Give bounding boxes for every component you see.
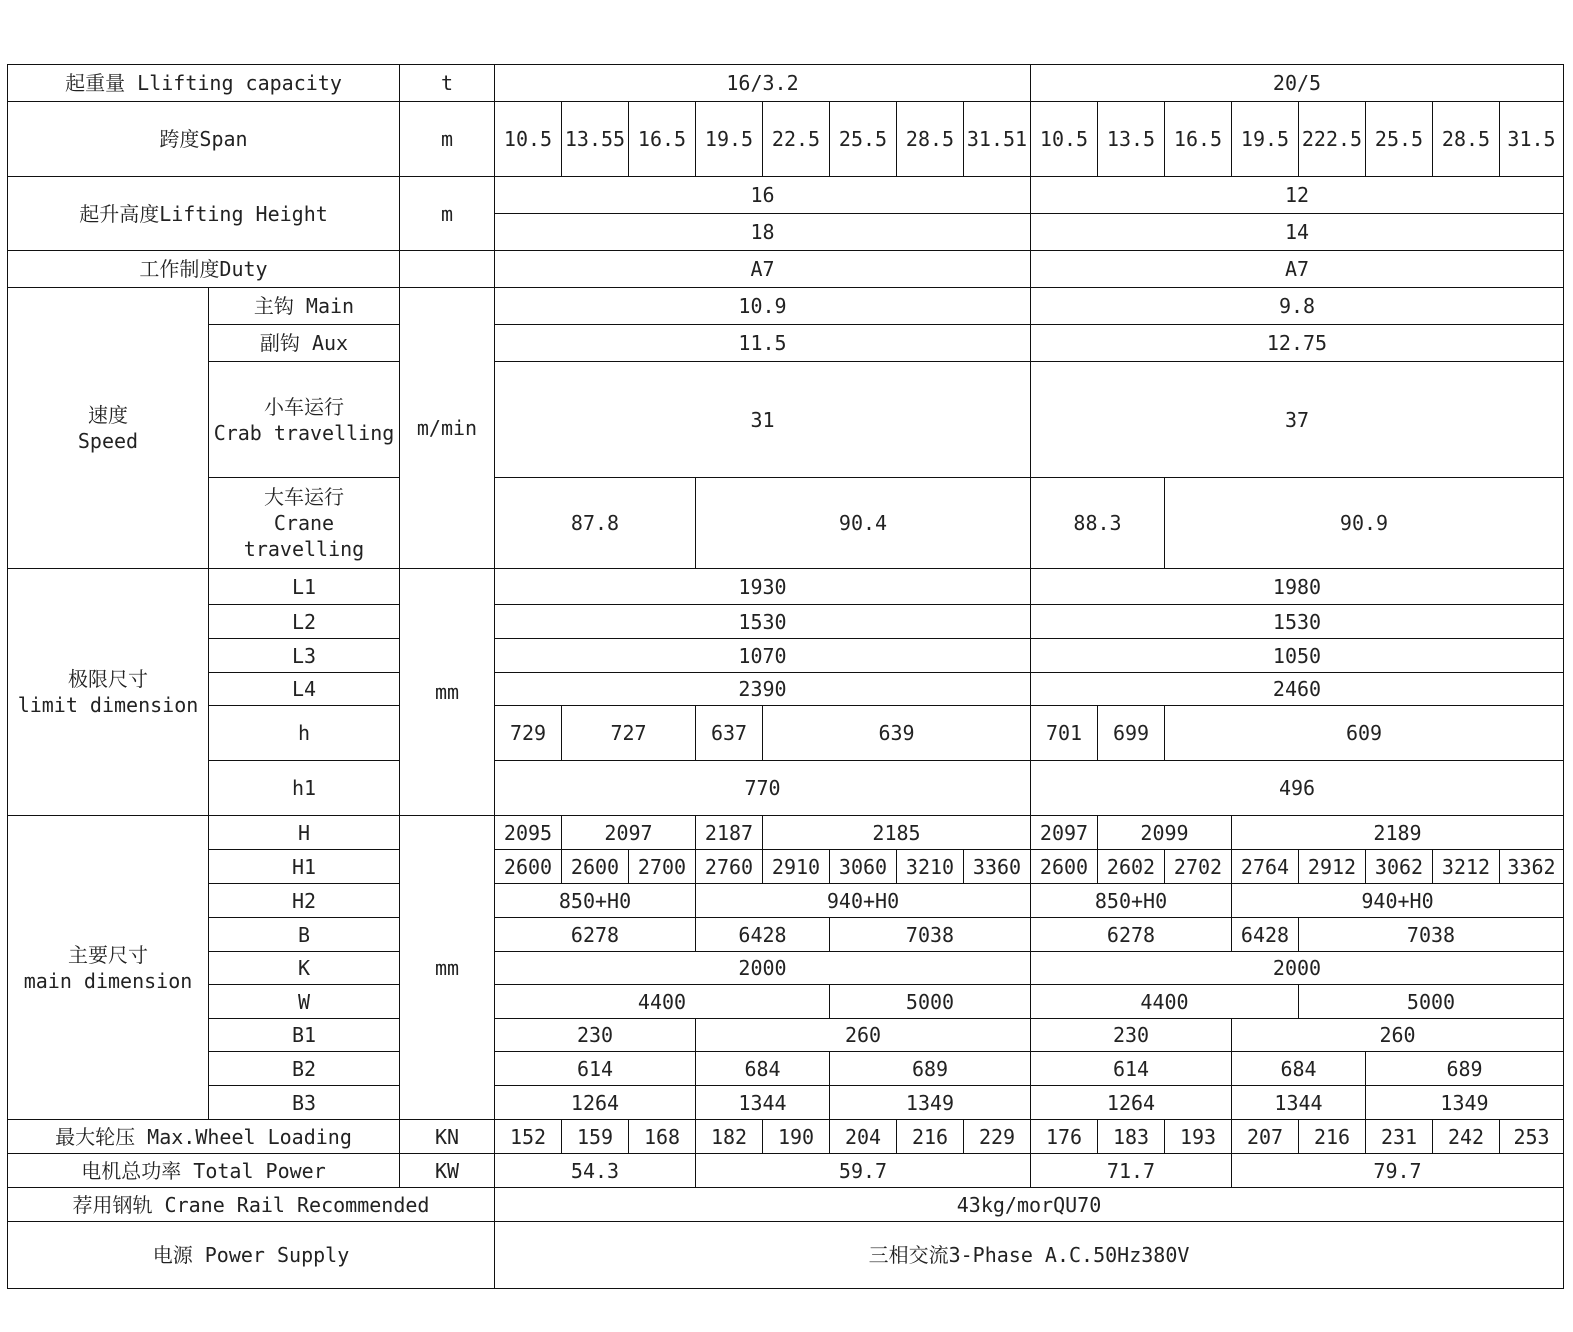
B3-cell: 1264 — [1031, 1086, 1232, 1120]
H1-cell: 3062 — [1366, 850, 1433, 884]
duty-16t: A7 — [495, 251, 1031, 288]
label-B: B — [209, 918, 400, 952]
unit-limit: mm — [400, 569, 495, 816]
B2-cell: 684 — [696, 1052, 830, 1086]
row-limit-L3 — [8, 639, 1564, 673]
span-cell: 19.5 — [696, 102, 763, 177]
L3-20t: 1050 — [1031, 639, 1564, 673]
h-cell: 699 — [1098, 706, 1165, 761]
wheel-cell: 168 — [629, 1120, 696, 1154]
span-cell: 28.5 — [897, 102, 964, 177]
wheel-cell: 193 — [1165, 1120, 1232, 1154]
H1-cell: 2600 — [1031, 850, 1098, 884]
wheel-cell: 159 — [562, 1120, 629, 1154]
wheel-cell: 229 — [964, 1120, 1031, 1154]
wheel-cell: 216 — [1299, 1120, 1366, 1154]
speed-crab-20t: 37 — [1031, 362, 1564, 478]
lifting-height-16t-1: 16 — [495, 177, 1031, 214]
h1-16t: 770 — [495, 761, 1031, 816]
B1-cell: 260 — [1232, 1019, 1564, 1052]
capacity-16t: 16/3.2 — [495, 65, 1031, 102]
B-cell: 6428 — [696, 918, 830, 952]
speed-crane-cell: 87.8 — [495, 478, 696, 569]
power-cell: 79.7 — [1232, 1154, 1564, 1188]
row-limit-h1 — [8, 761, 1564, 816]
group-limit-en: limit dimension — [17, 693, 199, 717]
H1-cell: 2602 — [1098, 850, 1165, 884]
power-cell: 54.3 — [495, 1154, 696, 1188]
h-cell: 639 — [763, 706, 1031, 761]
label-speed-crane-en-2: travelling — [243, 537, 365, 561]
H2-cell: 940+H0 — [1232, 884, 1564, 918]
wheel-cell: 216 — [897, 1120, 964, 1154]
unit-speed: m/min — [400, 288, 495, 569]
row-main-B2 — [8, 1052, 1564, 1086]
span-cell: 31.5 — [1500, 102, 1564, 177]
wheel-cell: 204 — [830, 1120, 897, 1154]
h1-20t: 496 — [1031, 761, 1564, 816]
label-L2: L2 — [209, 605, 400, 639]
label-crane-rail: 荐用钢轨 Crane Rail Recommended — [8, 1188, 495, 1222]
B1-cell: 230 — [495, 1019, 696, 1052]
L1-20t: 1980 — [1031, 569, 1564, 605]
L1-16t: 1930 — [495, 569, 1031, 605]
label-h: h — [209, 706, 400, 761]
h-cell: 609 — [1165, 706, 1564, 761]
B-cell: 7038 — [1299, 918, 1564, 952]
H1-cell: 2760 — [696, 850, 763, 884]
h-cell: 727 — [562, 706, 696, 761]
B-cell: 6278 — [495, 918, 696, 952]
H2-cell: 850+H0 — [1031, 884, 1232, 918]
H1-cell: 2910 — [763, 850, 830, 884]
unit-total-power: KW — [400, 1154, 495, 1188]
L4-16t: 2390 — [495, 673, 1031, 706]
row-main-H1 — [8, 850, 1564, 884]
H-cell: 2187 — [696, 816, 763, 850]
H1-cell: 2600 — [562, 850, 629, 884]
row-duty — [8, 251, 1564, 288]
B1-cell: 230 — [1031, 1019, 1232, 1052]
label-duty: 工作制度Duty — [8, 251, 400, 288]
H1-cell: 3060 — [830, 850, 897, 884]
wheel-cell: 253 — [1500, 1120, 1564, 1154]
wheel-cell: 190 — [763, 1120, 830, 1154]
W-cell: 5000 — [830, 985, 1031, 1019]
wheel-cell: 231 — [1366, 1120, 1433, 1154]
span-cell: 10.5 — [495, 102, 562, 177]
B-cell: 7038 — [830, 918, 1031, 952]
B2-cell: 689 — [1366, 1052, 1564, 1086]
group-limit-cn: 极限尺寸 — [68, 667, 148, 691]
label-L3: L3 — [209, 639, 400, 673]
power-cell: 59.7 — [696, 1154, 1031, 1188]
B1-cell: 260 — [696, 1019, 1031, 1052]
K-16t: 2000 — [495, 952, 1031, 985]
span-cell: 16.5 — [629, 102, 696, 177]
row-limit-L2 — [8, 605, 1564, 639]
B3-cell: 1264 — [495, 1086, 696, 1120]
h-cell: 637 — [696, 706, 763, 761]
unit-lifting-height: m — [400, 177, 495, 251]
label-h1: h1 — [209, 761, 400, 816]
lifting-height-20t-1: 12 — [1031, 177, 1564, 214]
B2-cell: 614 — [495, 1052, 696, 1086]
lifting-height-20t-2: 14 — [1031, 214, 1564, 251]
power-cell: 71.7 — [1031, 1154, 1232, 1188]
label-L1: L1 — [209, 569, 400, 605]
H1-cell: 3362 — [1500, 850, 1564, 884]
label-H: H — [209, 816, 400, 850]
row-lifting-capacity — [8, 65, 1564, 102]
row-wheel-loading — [8, 1120, 1564, 1154]
W-cell: 4400 — [1031, 985, 1299, 1019]
group-main-dimension — [8, 816, 209, 1120]
label-span: 跨度Span — [8, 102, 400, 177]
row-limit-L4 — [8, 673, 1564, 706]
row-main-B3 — [8, 1086, 1564, 1120]
row-speed-main — [8, 288, 1564, 325]
row-power-supply — [8, 1222, 1564, 1289]
speed-main-16t: 10.9 — [495, 288, 1031, 325]
unit-duty-empty — [400, 251, 495, 288]
row-limit-h — [8, 706, 1564, 761]
row-main-B — [8, 918, 1564, 952]
H-cell: 2189 — [1232, 816, 1564, 850]
W-cell: 4400 — [495, 985, 830, 1019]
unit-wheel-loading: KN — [400, 1120, 495, 1154]
label-H1: H1 — [209, 850, 400, 884]
h-cell: 701 — [1031, 706, 1098, 761]
label-speed-crab-en: Crab travelling — [213, 420, 395, 445]
B2-cell: 689 — [830, 1052, 1031, 1086]
capacity-20t: 20/5 — [1031, 65, 1564, 102]
span-cell: 28.5 — [1433, 102, 1500, 177]
span-cell: 25.5 — [830, 102, 897, 177]
H1-cell: 2700 — [629, 850, 696, 884]
speed-crane-cell: 88.3 — [1031, 478, 1165, 569]
row-limit-L1 — [8, 569, 1564, 605]
wheel-cell: 176 — [1031, 1120, 1098, 1154]
label-B2: B2 — [209, 1052, 400, 1086]
row-speed-aux — [8, 325, 1564, 362]
lifting-height-16t-2: 18 — [495, 214, 1031, 251]
wheel-cell: 182 — [696, 1120, 763, 1154]
unit-lifting-capacity: t — [400, 65, 495, 102]
W-cell: 5000 — [1299, 985, 1564, 1019]
speed-main-20t: 9.8 — [1031, 288, 1564, 325]
group-main-cn: 主要尺寸 — [68, 942, 148, 967]
B2-cell: 614 — [1031, 1052, 1232, 1086]
speed-aux-16t: 11.5 — [495, 325, 1031, 362]
row-span — [8, 102, 1564, 177]
span-cell: 19.5 — [1232, 102, 1299, 177]
B-cell: 6428 — [1232, 918, 1299, 952]
H-cell: 2185 — [763, 816, 1031, 850]
L4-20t: 2460 — [1031, 673, 1564, 706]
group-speed-en: Speed — [77, 429, 139, 453]
label-B1: B1 — [209, 1019, 400, 1052]
span-cell: 16.5 — [1165, 102, 1232, 177]
L2-16t: 1530 — [495, 605, 1031, 639]
H1-cell: 3212 — [1433, 850, 1500, 884]
speed-crab-16t: 31 — [495, 362, 1031, 478]
H2-cell: 940+H0 — [696, 884, 1031, 918]
label-speed-crab-cn: 小车运行 — [264, 394, 344, 419]
row-speed-crab — [8, 362, 1564, 478]
crane-spec-table — [7, 64, 1564, 1289]
label-L4: L4 — [209, 673, 400, 706]
row-speed-crane — [8, 478, 1564, 569]
span-cell: 13.5 — [1098, 102, 1165, 177]
label-lifting-capacity: 起重量 Llifting capacity — [8, 65, 400, 102]
wheel-cell: 183 — [1098, 1120, 1165, 1154]
label-speed-crane — [209, 478, 400, 569]
H-cell: 2097 — [1031, 816, 1098, 850]
row-main-K — [8, 952, 1564, 985]
B3-cell: 1349 — [1366, 1086, 1564, 1120]
span-cell: 10.5 — [1031, 102, 1098, 177]
H1-cell: 3360 — [964, 850, 1031, 884]
row-main-W — [8, 985, 1564, 1019]
B3-cell: 1344 — [1232, 1086, 1366, 1120]
unit-main: mm — [400, 816, 495, 1120]
label-total-power: 电机总功率 Total Power — [8, 1154, 400, 1188]
power-supply-value: 三相交流3-Phase A.C.50Hz380V — [495, 1222, 1564, 1289]
B3-cell: 1344 — [696, 1086, 830, 1120]
B3-cell: 1349 — [830, 1086, 1031, 1120]
span-cell: 13.55 — [562, 102, 629, 177]
speed-crane-cell: 90.4 — [696, 478, 1031, 569]
h-cell: 729 — [495, 706, 562, 761]
label-speed-main: 主钩 Main — [209, 288, 400, 325]
H1-cell: 2600 — [495, 850, 562, 884]
group-speed — [8, 288, 209, 569]
span-cell: 222.5 — [1299, 102, 1366, 177]
H1-cell: 3210 — [897, 850, 964, 884]
H-cell: 2097 — [562, 816, 696, 850]
label-wheel-loading: 最大轮压 Max.Wheel Loading — [8, 1120, 400, 1154]
label-B3: B3 — [209, 1086, 400, 1120]
label-power-supply: 电源 Power Supply — [8, 1222, 495, 1289]
span-cell: 22.5 — [763, 102, 830, 177]
span-cell: 25.5 — [1366, 102, 1433, 177]
wheel-cell: 207 — [1232, 1120, 1299, 1154]
label-speed-crane-en-1: Crane — [273, 511, 335, 535]
H-cell: 2099 — [1098, 816, 1232, 850]
B-cell: 6278 — [1031, 918, 1232, 952]
row-main-B1 — [8, 1019, 1564, 1052]
speed-crane-cell: 90.9 — [1165, 478, 1564, 569]
H1-cell: 2702 — [1165, 850, 1232, 884]
L3-16t: 1070 — [495, 639, 1031, 673]
wheel-cell: 152 — [495, 1120, 562, 1154]
wheel-cell: 242 — [1433, 1120, 1500, 1154]
row-crane-rail — [8, 1188, 1564, 1222]
label-lifting-height: 起升高度Lifting Height — [8, 177, 400, 251]
crane-rail-value: 43kg/morQU70 — [495, 1188, 1564, 1222]
K-20t: 2000 — [1031, 952, 1564, 985]
L2-20t: 1530 — [1031, 605, 1564, 639]
H1-cell: 2764 — [1232, 850, 1299, 884]
label-speed-crab — [209, 362, 400, 478]
H1-cell: 2912 — [1299, 850, 1366, 884]
group-main-en: main dimension — [23, 968, 193, 993]
speed-aux-20t: 12.75 — [1031, 325, 1564, 362]
row-main-H2 — [8, 884, 1564, 918]
span-cell: 31.51 — [964, 102, 1031, 177]
group-limit-dimension — [8, 569, 209, 816]
H2-cell: 850+H0 — [495, 884, 696, 918]
B2-cell: 684 — [1232, 1052, 1366, 1086]
label-speed-aux: 副钩 Aux — [209, 325, 400, 362]
label-K: K — [209, 952, 400, 985]
label-H2: H2 — [209, 884, 400, 918]
duty-20t: A7 — [1031, 251, 1564, 288]
row-total-power — [8, 1154, 1564, 1188]
H-cell: 2095 — [495, 816, 562, 850]
group-speed-cn: 速度 — [88, 403, 128, 427]
row-lifting-height-1 — [8, 177, 1564, 214]
unit-span: m — [400, 102, 495, 177]
row-main-H — [8, 816, 1564, 850]
label-W: W — [209, 985, 400, 1019]
label-speed-crane-cn: 大车运行 — [264, 485, 344, 509]
